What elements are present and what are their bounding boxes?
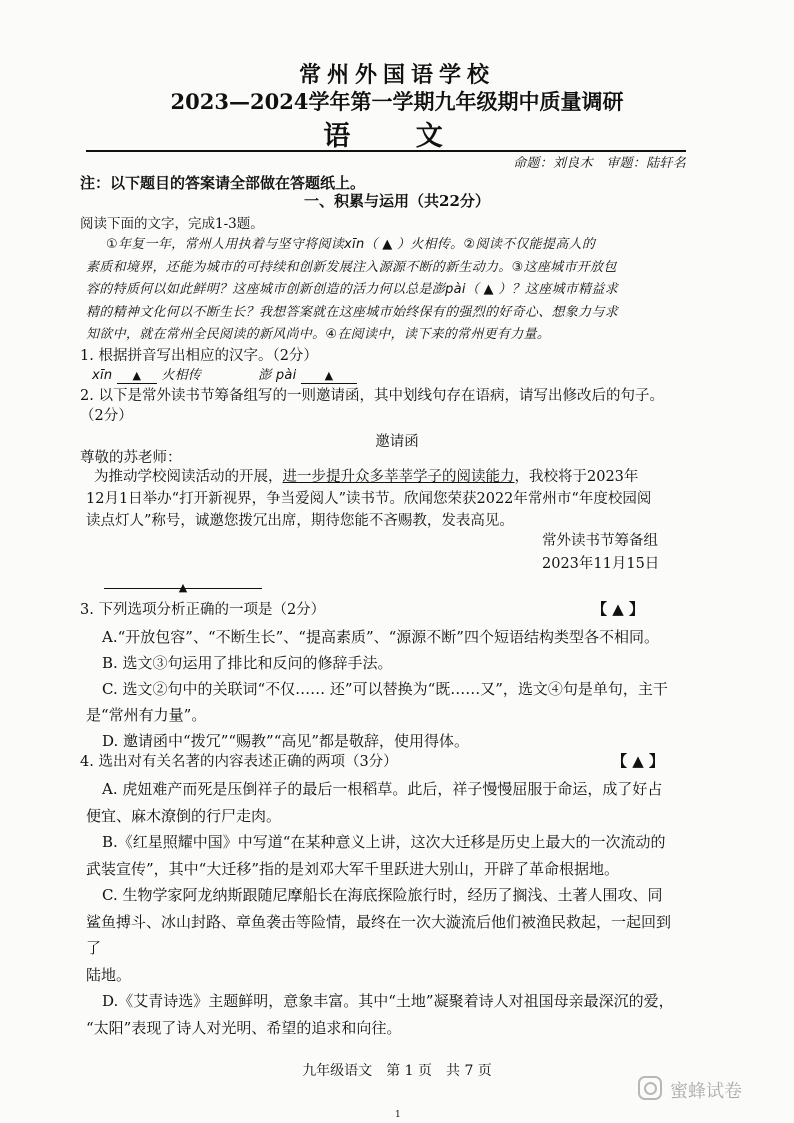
q4-option-b: B.《红星照耀中国》中写道“在某种意义上讲，这次大迁移是历史上最大的一次流动的 bbox=[102, 833, 666, 851]
q3-option-a: A.“开放包容”、“不断生长”、“提高素质”、“源源不断”四个短语结构类型各不相同。 bbox=[102, 628, 659, 646]
q4-option-c-cont: 陆地。 bbox=[86, 965, 132, 984]
underlined-sentence: 进一步提升众多莘莘学子的阅读能力 bbox=[282, 469, 515, 485]
question-4: 4. 选出对有关名著的内容表述正确的两项（3分） bbox=[80, 754, 398, 770]
q4-options bbox=[86, 776, 682, 1041]
q4-answer-bracket[interactable]: 【 ▲ 】 bbox=[612, 752, 664, 770]
watermark-text: 蜜蜂试卷 bbox=[670, 1081, 742, 1102]
question-2-points: （2分） bbox=[80, 408, 133, 424]
letter-signer: 常外读书节筹备组 bbox=[542, 533, 658, 549]
page-mark: 1 bbox=[395, 1110, 401, 1120]
letter-body bbox=[86, 466, 682, 532]
q2-answer-blank[interactable] bbox=[104, 576, 262, 594]
setter: 命题：刘良木 bbox=[513, 156, 593, 171]
q3-option-d: D. 邀请函中“拨冗”“赐教”“高见”都是敬辞，使用得体。 bbox=[102, 732, 470, 750]
page-footer: 九年级语文 第 1 页 共 7 页 bbox=[302, 1063, 492, 1079]
q1-pinyin-2: 澎 pài bbox=[258, 368, 297, 383]
q1-pinyin-1: xīn bbox=[92, 368, 113, 383]
question-1-answers bbox=[92, 364, 357, 384]
q1-tail-1: 火相传 bbox=[161, 368, 202, 383]
q3-option-c: C. 选文②句中的关联词“不仅…… 还”可以替换为“既……又”，选文④句是单句，主干 bbox=[102, 680, 668, 698]
q3-options bbox=[86, 624, 682, 754]
q4-option-d-cont: “太阳”表现了诗人对光明、希望的追求和向往。 bbox=[86, 1018, 402, 1037]
q4-option-d: D.《艾青诗选》主题鲜明，意象丰富。其中“土地”凝聚着诗人对祖国母亲最深沉的爱， bbox=[102, 992, 674, 1010]
q4-option-a-cont: 便宜、麻木潦倒的行尸走肉。 bbox=[86, 806, 282, 825]
q1-fill-2[interactable]: ▲ bbox=[324, 369, 334, 382]
letter-title: 邀请函 bbox=[375, 434, 419, 450]
reading-passage bbox=[86, 234, 682, 347]
answer-note: 注：以下题目的答案请全部做在答题纸上。 bbox=[80, 174, 366, 192]
q2-fill: ▲ bbox=[178, 581, 188, 594]
passage-line: 素质和境界，还能为城市的可持续和创新发展注入源源不断的新生动力。③这座城市开放包 bbox=[86, 259, 617, 275]
question-2: 2. 以下是常外读书节筹备组写的一则邀请函，其中划线句存在语病，请写出修改后的句子。 bbox=[80, 388, 664, 404]
passage-line: 精的精神文化何以不断生长？我想答案就在这座城市始终保有的强烈的好奇心、想象力与求 bbox=[86, 304, 619, 320]
letter-body-continue: ，我校将于2023年 bbox=[514, 469, 639, 485]
passage-line: 容的特质何以如此鲜明？这座城市创新创造的活力何以总是澎pài（ ▲ ）？这座城市精益求 bbox=[86, 282, 618, 297]
letter-body-start: 为推动学校阅读活动的开展， bbox=[94, 469, 283, 485]
school-name: 常州外国语学校 bbox=[298, 62, 495, 88]
letter-salutation: 尊敬的苏老师： bbox=[80, 450, 182, 466]
letter-date: 2023年11月15日 bbox=[542, 556, 660, 572]
question-1: 1. 根据拼音写出相应的汉字。（2分） bbox=[80, 348, 318, 364]
q4-option-c: C. 生物学家阿龙纳斯跟随尼摩船长在海底探险旅行时，经历了搁浅、土著人围攻、同 bbox=[102, 886, 663, 904]
letter-body-line: 12月1日举办“打开新视界，争当爱阅人”读书节。欣闻您荣获2022年常州市“年度校园阅 bbox=[86, 491, 652, 507]
watermark bbox=[638, 1076, 778, 1102]
section-1-intro: 阅读下面的文字，完成1-3题。 bbox=[80, 216, 264, 232]
author-line bbox=[513, 152, 686, 171]
q4-option-c-cont: 鲨鱼搏斗、冰山封路、章鱼袭击等险情，最终在一次大漩流后他们被渔民救起，一起回到了 bbox=[86, 912, 672, 957]
exam-title: 2023—2024学年第一学期九年级期中质量调研 bbox=[170, 89, 624, 114]
subject-title: 语 文 bbox=[323, 121, 471, 152]
q3-option-c-cont: 是“常州有力量”。 bbox=[86, 706, 207, 724]
section-1-title: 一、积累与运用（共22分） bbox=[304, 192, 490, 210]
search-magnifier-icon bbox=[638, 1076, 662, 1100]
question-3: 3. 下列选项分析正确的一项是（2分） bbox=[80, 602, 326, 618]
q1-fill-1[interactable]: ▲ bbox=[132, 369, 142, 382]
letter-body-line: 读点灯人”称号，诚邀您拨冗出席，期待您能不吝赐教，发表高见。 bbox=[86, 513, 514, 529]
passage-line: ①年复一年，常州人用执着与坚守将阅读xīn（ ▲ ）火相传。②阅读不仅能提高人的 bbox=[106, 237, 596, 252]
q4-option-a: A. 虎妞难产而死是压倒祥子的最后一根稻草。此后，祥子慢慢屈服于命运，成了好占 bbox=[102, 780, 663, 798]
passage-line: 知欲中，就在常州全民阅读的新风尚中。④在阅读中，读下来的常州更有力量。 bbox=[86, 327, 551, 342]
q4-option-b-cont: 武装宣传”，其中“大迁移”指的是刘邓大军千里跃进大别山，开辟了革命根据地。 bbox=[86, 859, 620, 878]
q3-answer-bracket[interactable]: 【 ▲ 】 bbox=[592, 600, 644, 618]
reviewer: 审题：陆轩名 bbox=[606, 156, 686, 171]
q3-option-b: B. 选文③句运用了排比和反问的修辞手法。 bbox=[102, 654, 393, 672]
